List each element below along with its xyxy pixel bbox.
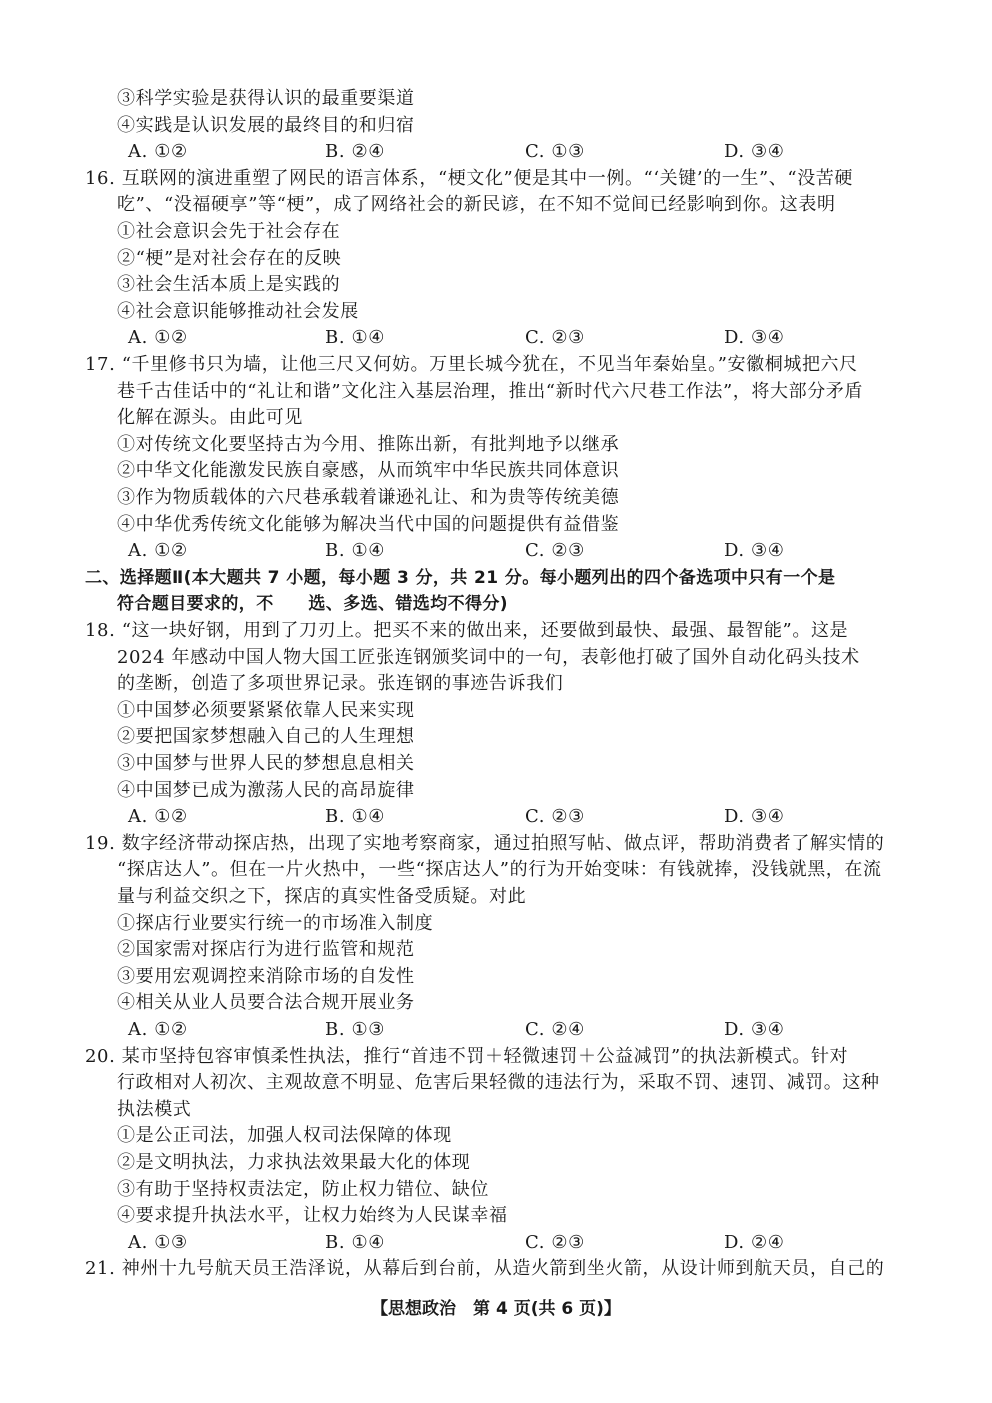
option-b: B. ①③ (325, 1019, 385, 1040)
question-stem: 19. 数字经济带动探店热，出现了实地考察商家，通过拍照写帖、做点评，帮助消费者了解实情的 (85, 832, 885, 854)
text-line: ③作为物质载体的六尺巷承载着谦逊礼让、和为贵等传统美德 (117, 487, 620, 508)
text-line: ④要求提升执法水平，让权力始终为人民谋幸福 (117, 1205, 508, 1227)
text-line: ③科学实验是获得认识的最重要渠道 (117, 88, 415, 109)
text-line: 化解在源头。由此可见 (117, 407, 303, 429)
option-d: D. ②④ (724, 1231, 785, 1253)
text-line: ③社会生活本质上是实践的 (117, 274, 341, 296)
option-a: A. ①② (128, 327, 188, 349)
text-line: ④社会意识能够推动社会发展 (117, 300, 359, 322)
question-stem: 16. 互联网的演进重塑了网民的语言体系，“梗文化”便是其中一例。“‘关键’的一生”、“没苦硬 (85, 167, 853, 189)
text-line: ②“梗”是对社会存在的反映 (117, 247, 342, 269)
option-b: B. ①④ (325, 1231, 385, 1253)
option-c: C. ②③ (525, 327, 585, 349)
option-b: B. ②④ (325, 141, 385, 163)
option-d: D. ③④ (724, 806, 785, 828)
text-line: 巷千古佳话中的“礼让和谐”文化注入基层治理，推出“新时代六尺巷工作法”，将大部分矛盾 (117, 380, 864, 402)
option-d: D. ③④ (724, 327, 785, 349)
option-a: A. ①② (128, 141, 188, 163)
option-a: A. ①② (128, 1019, 188, 1040)
text-line: ②要把国家梦想融入自己的人生理想 (117, 726, 415, 748)
option-b: B. ①④ (325, 806, 385, 828)
text-line: ②是文明执法，力求执法效果最大化的体现 (117, 1152, 471, 1173)
text-line: 行政相对人初次、主观故意不明显、危害后果轻微的违法行为，采取不罚、速罚、减罚。这种 (117, 1072, 880, 1094)
text-line: ①中国梦必须要紧紧依靠人民来实现 (117, 699, 415, 721)
text-line: ④中国梦已成为激荡人民的高昂旋律 (117, 779, 415, 801)
text-line: ④中华优秀传统文化能够为解决当代中国的问题提供有益借鉴 (117, 513, 620, 535)
text-line: ②国家需对探店行为进行监管和规范 (117, 939, 415, 961)
text-line: ①社会意识会先于社会存在 (117, 221, 341, 242)
option-c: C. ①③ (525, 141, 585, 163)
option-d: D. ③④ (724, 540, 785, 562)
option-c: C. ②③ (525, 540, 585, 562)
text-line: “探店达人”。但在一片火热中，一些“探店达人”的行为开始变味：有钱就捧，没钱就黑，在流 (117, 859, 882, 881)
option-d: D. ③④ (724, 141, 785, 163)
text-line: ④实践是认识发展的最终目的和归宿 (117, 114, 415, 136)
option-a: A. ①② (128, 540, 188, 562)
question-stem: 21. 神州十九号航天员王浩泽说，从幕后到台前，从造火箭到坐火箭，从设计师到航天员，自己的 (85, 1258, 885, 1280)
option-b: B. ①④ (325, 327, 385, 349)
option-a: A. ①② (128, 806, 188, 828)
text-line: ②中华文化能激发民族自豪感，从而筑牢中华民族共同体意识 (117, 460, 620, 482)
text-line: ③中国梦与世界人民的梦想息息相关 (117, 753, 415, 774)
text-line: ③要用宏观调控来消除市场的自发性 (117, 965, 415, 987)
text-line: 2024 年感动中国人物大国工匠张连钢颁奖词中的一句，表彰他打破了国外自动化码头技术 (117, 646, 860, 668)
section-heading: 二、选择题Ⅱ(本大题共 7 小题，每小题 3 分，共 21 分。每小题列出的四个备选项中只有一个是 (85, 567, 836, 588)
option-c: C. ②③ (525, 1231, 585, 1253)
text-line: ①探店行业要实行统一的市场准入制度 (117, 912, 434, 934)
question-stem: 17. “千里修书只为墙，让他三尺又何妨。万里长城今犹在，不见当年秦始皇。”安徽桐城把六尺 (85, 354, 858, 375)
option-b: B. ①④ (325, 540, 385, 562)
question-stem: 20. 某市坚持包容审慎柔性执法，推行“首违不罚＋轻微速罚＋公益减罚”的执法新模式。针对 (85, 1045, 849, 1067)
text-line: ③有助于坚持权责法定，防止权力错位、缺位 (117, 1178, 489, 1200)
page-footer: 【思想政治 第 4 页(共 6 页)】 (371, 1299, 621, 1319)
question-stem: 18. “这一块好钢，用到了刀刃上。把买不来的做出来，还要做到最快、最强、最智能”。这是 (85, 620, 849, 641)
option-a: A. ①③ (128, 1231, 188, 1253)
option-c: C. ②④ (525, 1019, 585, 1040)
text-line: ①是公正司法，加强人权司法保障的体现 (117, 1125, 452, 1147)
section-heading-cont: 符合题目要求的，不 选、多选、错选均不得分) (117, 594, 508, 615)
option-c: C. ②③ (525, 806, 585, 828)
text-line: 的垄断，创造了多项世界记录。张连钢的事迹告诉我们 (117, 673, 564, 695)
text-line: ①对传统文化要坚持古为今用、推陈出新，有批判地予以继承 (117, 433, 620, 455)
text-line: 执法模式 (117, 1098, 192, 1120)
text-line: ④相关从业人员要合法合规开展业务 (117, 992, 415, 1014)
text-line: 吃”、“没福硬享”等“梗”，成了网络社会的新民谚，在不知不觉间已经影响到你。这表明 (117, 194, 836, 216)
option-d: D. ③④ (724, 1019, 785, 1040)
text-line: 量与利益交织之下，探店的真实性备受质疑。对此 (117, 886, 527, 907)
